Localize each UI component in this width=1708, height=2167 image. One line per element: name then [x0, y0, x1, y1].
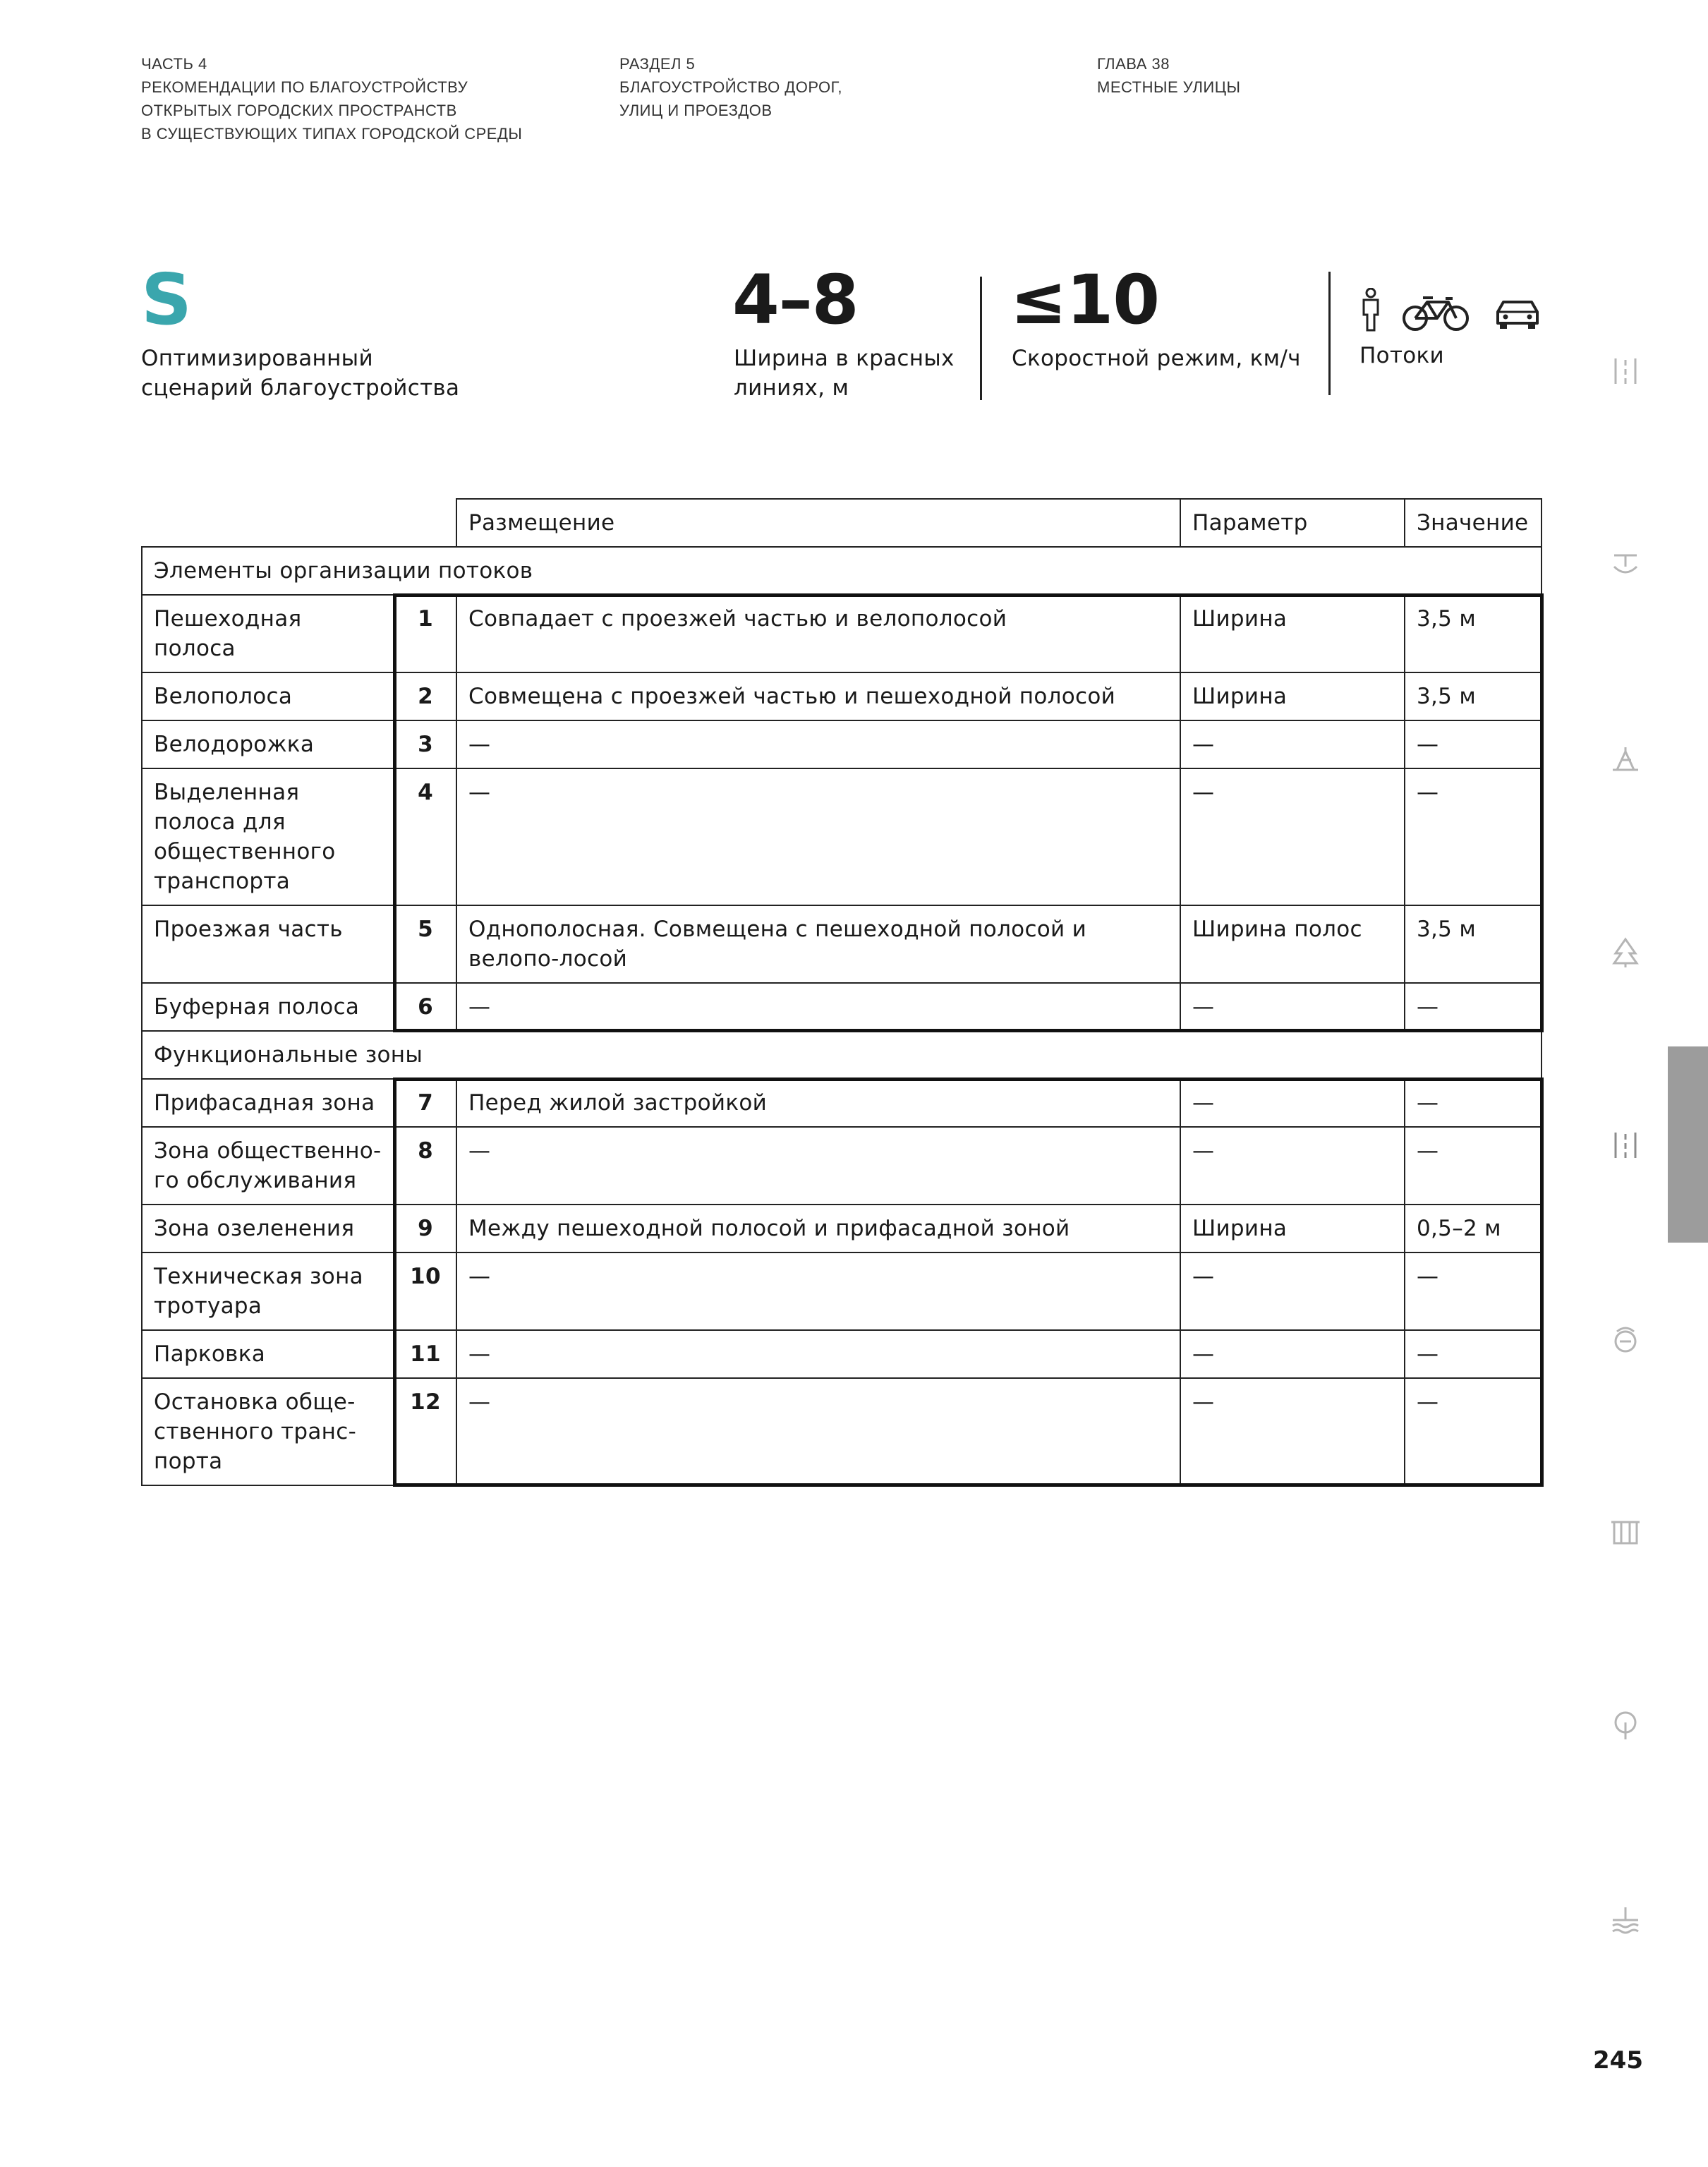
- value-cell: —: [1405, 1252, 1542, 1330]
- element-number-cell: 6: [394, 983, 456, 1031]
- header-line: БЛАГОУСТРОЙСТВО ДОРОГ,: [619, 78, 842, 96]
- speed-label: Скоростной режим, км/ч: [1012, 346, 1301, 371]
- value-cell: 3,5 м: [1405, 595, 1542, 672]
- scenario-label: [141, 344, 459, 403]
- table-row: [142, 1252, 1542, 1330]
- square-icon: [1610, 550, 1641, 581]
- placement-cell: Однополосная. Совмещена с пешеходной полосой и велопо-лосой: [456, 905, 1180, 983]
- value-cell: —: [1405, 1127, 1542, 1205]
- water-icon: [1610, 1903, 1641, 1934]
- value-cell: 3,5 м: [1405, 905, 1542, 983]
- element-name-cell: Остановка обще-ственного транс-порта: [142, 1378, 394, 1485]
- element-number-cell: 10: [394, 1252, 456, 1330]
- element-name-cell: Прифасадная зона: [142, 1079, 394, 1127]
- placement-cell: Совмещена с проезжей частью и пешеходной полосой: [456, 672, 1180, 720]
- table-row: [142, 983, 1542, 1031]
- header-line: ГЛАВА 38: [1097, 55, 1170, 73]
- parameter-cell: —: [1180, 1079, 1405, 1127]
- scenario-label-line: Оптимизированный: [141, 346, 373, 371]
- parameter-cell: —: [1180, 720, 1405, 768]
- header-part: [141, 52, 522, 145]
- parameter-cell: —: [1180, 768, 1405, 905]
- header-line: В СУЩЕСТВУЮЩИХ ТИПАХ ГОРОДСКОЙ СРЕДЫ: [141, 125, 523, 143]
- element-name-cell: Проезжая часть: [142, 905, 394, 983]
- value-cell: —: [1405, 1330, 1542, 1378]
- park-icon: [1610, 936, 1641, 967]
- header-line: УЛИЦ И ПРОЕЗДОВ: [619, 102, 773, 119]
- spec-table: [141, 498, 1542, 1486]
- width-value: 4–8: [732, 260, 859, 339]
- placement-cell: —: [456, 983, 1180, 1031]
- table-row: [142, 905, 1542, 983]
- column-header-value: Значение: [1405, 499, 1542, 547]
- value-cell: —: [1405, 983, 1542, 1031]
- section-row: [142, 1031, 1542, 1079]
- table-row: [142, 720, 1542, 768]
- element-name-cell: Зона озеленения: [142, 1205, 394, 1252]
- placement-cell: —: [456, 1252, 1180, 1330]
- table-row: [142, 768, 1542, 905]
- active-section-tab[interactable]: [1668, 1046, 1708, 1243]
- scenario-label-line: сценарий благоустройства: [141, 375, 460, 401]
- element-name-cell: Парковка: [142, 1330, 394, 1378]
- placement-cell: Между пешеходной полосой и прифасадной зоной: [456, 1205, 1180, 1252]
- placement-cell: Совпадает с проезжей частью и велополосой: [456, 595, 1180, 672]
- section-title: Элементы организации потоков: [142, 547, 1542, 595]
- parameter-cell: —: [1180, 1378, 1405, 1485]
- playground-icon: [1610, 1323, 1641, 1354]
- table-header-row: [142, 499, 1542, 547]
- table-row: [142, 1378, 1542, 1485]
- element-number-cell: 9: [394, 1205, 456, 1252]
- table-row: [142, 1127, 1542, 1205]
- street-icon: [1610, 356, 1641, 387]
- embankment-icon: [1610, 743, 1641, 774]
- value-cell: —: [1405, 1378, 1542, 1485]
- section-row: [142, 547, 1542, 595]
- bicycle-icon: [1402, 296, 1470, 332]
- header-line: РАЗДЕЛ 5: [619, 55, 696, 73]
- placement-cell: Перед жилой застройкой: [456, 1079, 1180, 1127]
- parameter-cell: —: [1180, 1330, 1405, 1378]
- parameter-cell: —: [1180, 983, 1405, 1031]
- header-line: ЧАСТЬ 4: [141, 55, 207, 73]
- pedestrian-icon: [1358, 288, 1383, 332]
- value-cell: 3,5 м: [1405, 672, 1542, 720]
- table-header-blank: [142, 499, 456, 547]
- table-row: [142, 672, 1542, 720]
- element-name-cell: Зона общественно-го обслуживания: [142, 1127, 394, 1205]
- placement-cell: —: [456, 1330, 1180, 1378]
- divider: [1328, 272, 1331, 395]
- parameter-cell: Ширина: [1180, 595, 1405, 672]
- table-row: [142, 1330, 1542, 1378]
- placement-cell: —: [456, 768, 1180, 905]
- element-name-cell: Пешеходная полоса: [142, 595, 394, 672]
- element-number-cell: 8: [394, 1127, 456, 1205]
- table-row: [142, 595, 1542, 672]
- element-name-cell: Буферная полоса: [142, 983, 394, 1031]
- placement-cell: —: [456, 1127, 1180, 1205]
- width-label-line: линиях, м: [734, 375, 849, 401]
- element-number-cell: 11: [394, 1330, 456, 1378]
- header-line: РЕКОМЕНДАЦИИ ПО БЛАГОУСТРОЙСТВУ: [141, 78, 468, 96]
- road-icon: [1610, 1130, 1641, 1161]
- width-label-line: Ширина в красных: [734, 346, 955, 371]
- element-number-cell: 3: [394, 720, 456, 768]
- element-number-cell: 5: [394, 905, 456, 983]
- element-number-cell: 1: [394, 595, 456, 672]
- width-label: [734, 344, 955, 403]
- table-row: [142, 1205, 1542, 1252]
- car-icon: [1495, 298, 1540, 330]
- value-cell: —: [1405, 1079, 1542, 1127]
- parameter-cell: —: [1180, 1252, 1405, 1330]
- parameter-cell: Ширина: [1180, 672, 1405, 720]
- speed-value: ≤10: [1010, 260, 1160, 339]
- placement-cell: —: [456, 720, 1180, 768]
- element-number-cell: 4: [394, 768, 456, 905]
- parameter-cell: —: [1180, 1127, 1405, 1205]
- building-icon: [1610, 1516, 1641, 1547]
- tree-icon: [1610, 1710, 1641, 1741]
- divider: [980, 277, 982, 400]
- page-number: 245: [1593, 2046, 1643, 2075]
- element-number-cell: 12: [394, 1378, 456, 1485]
- column-header-placement: Размещение: [456, 499, 1180, 547]
- section-title: Функциональные зоны: [142, 1031, 1542, 1079]
- element-number-cell: 7: [394, 1079, 456, 1127]
- placement-cell: —: [456, 1378, 1180, 1485]
- value-cell: —: [1405, 768, 1542, 905]
- header-chapter: [1097, 52, 1241, 99]
- table-row: [142, 1079, 1542, 1127]
- value-cell: 0,5–2 м: [1405, 1205, 1542, 1252]
- element-number-cell: 2: [394, 672, 456, 720]
- flows-label: Потоки: [1359, 343, 1444, 368]
- element-name-cell: Выделенная полоса для общественного транспорта: [142, 768, 394, 905]
- header-line: ОТКРЫТЫХ ГОРОДСКИХ ПРОСТРАНСТВ: [141, 102, 457, 119]
- header-line: МЕСТНЫЕ УЛИЦЫ: [1097, 78, 1241, 96]
- value-cell: —: [1405, 720, 1542, 768]
- column-header-parameter: Параметр: [1180, 499, 1405, 547]
- header-section: [619, 52, 842, 122]
- element-name-cell: Велодорожка: [142, 720, 394, 768]
- element-name-cell: Техническая зона тротуара: [142, 1252, 394, 1330]
- parameter-cell: Ширина: [1180, 1205, 1405, 1252]
- parameter-cell: Ширина полос: [1180, 905, 1405, 983]
- scenario-letter: S: [141, 258, 193, 341]
- element-name-cell: Велополоса: [142, 672, 394, 720]
